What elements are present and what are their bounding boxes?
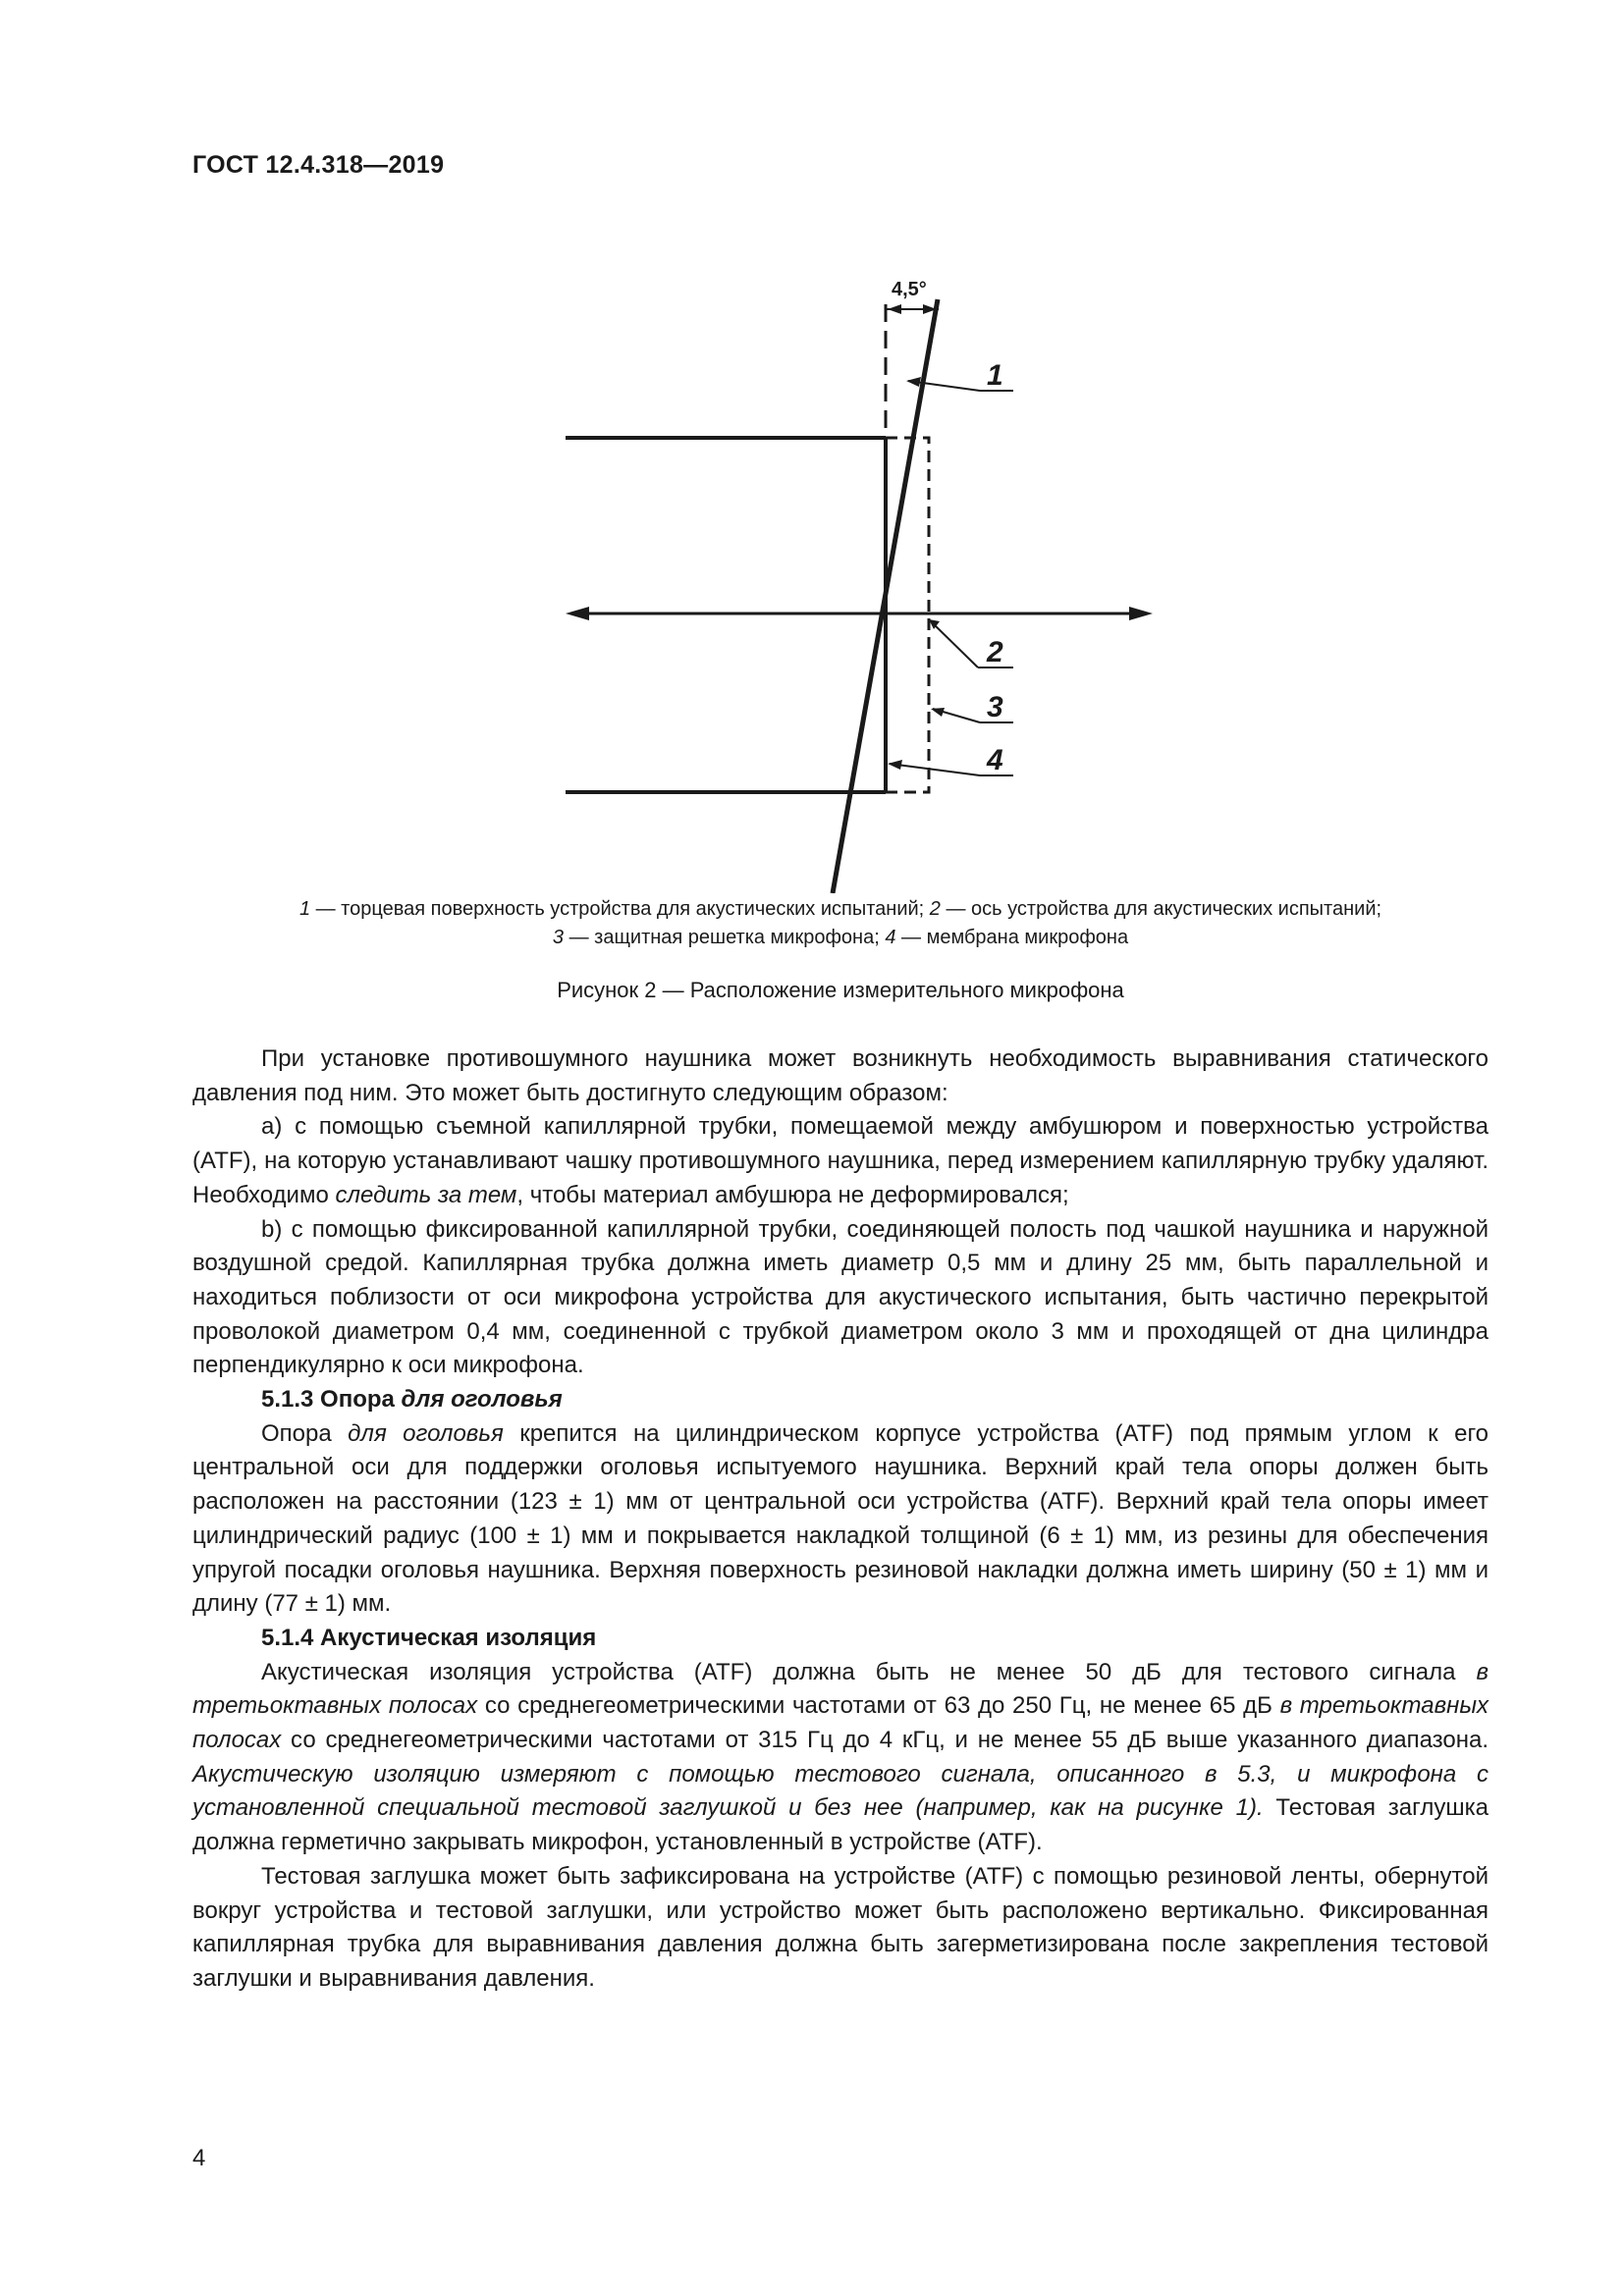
leader-3-arrow bbox=[931, 708, 945, 717]
label-3: 3 bbox=[987, 691, 1003, 723]
isolation-italic-f: Акустическую изоляцию измеряют с помощью тестового сигнала, описанного в 5.3, и микрофона с установленной специальной тестовой заглушкой и без нее (например, как на рисунке 1). bbox=[192, 1760, 1489, 1822]
body-text bbox=[192, 1042, 1489, 1997]
isolation-text-g: Тестовая заглушка должна герметично закрывать микрофон, установленный в устройстве (ATF). bbox=[192, 1794, 1489, 1856]
paragraph-test-plug: Тестовая заглушка может быть зафиксирована на устройстве (ATF) с помощью резиновой ленты, обернутой вокруг устройства и тестовой заглушки, или устройство может быть расположено вертикально. Фиксированная капиллярная трубка для выравнивания давления должна быть загерметизирована после закрепления тестовой заглушки и выравнивания давления. bbox=[192, 1862, 1489, 1992]
support-text-start: Опора bbox=[261, 1419, 349, 1447]
isolation-text-a: Акустическая изоляция устройства (ATF) должна быть не менее 50 дБ для тестового сигнала bbox=[261, 1658, 1477, 1685]
isolation-italic-d: в третьоктавных полосах bbox=[192, 1692, 1489, 1754]
legend-text-1: — торцевая поверхность устройства для акустических испытаний; bbox=[310, 898, 930, 920]
isolation-italic-b: в третьоктавных полосах bbox=[192, 1658, 1489, 1720]
label-1: 1 bbox=[987, 359, 1003, 392]
leader-2 bbox=[931, 621, 978, 667]
legend-text-3: — защитная решетка микрофона; bbox=[564, 927, 886, 948]
figure-caption: Рисунок 2 — Расположение измерительного микрофона bbox=[557, 978, 1124, 1002]
angle-label: 4,5° bbox=[892, 279, 927, 300]
figure-drawing bbox=[530, 265, 1178, 893]
heading-5-1-4: 5.1.4 Акустическая изоляция bbox=[261, 1624, 597, 1651]
figure-legend-line-2 bbox=[192, 924, 1489, 952]
paragraph-option-b: b) с помощью фиксированной капиллярной трубки, соединяющей полость под чашкой наушника и наружной воздушной средой. Капиллярная трубка должна иметь диаметр 0,5 мм и длину 25 мм, быть параллельной и находиться поблизости от оси микрофона устройства для акустического испытания, быть частично перекрытой проволокой диаметром 0,4 мм, соединенной с трубкой диаметром около 3 мм и проходящей от дна цилиндра перпендикулярно к оси микрофона. bbox=[192, 1215, 1489, 1379]
isolation-text-e: со среднегеометрическими частотами от 315 Гц до 4 кГц, и не менее 55 дБ выше указанного диапазона. bbox=[281, 1727, 1489, 1754]
figure-legend-line-1 bbox=[192, 895, 1489, 924]
paragraph-static-pressure: При установке противошумного наушника может возникнуть необходимость выравнивания статического давления под ним. Это может быть достигнуто следующим образом: bbox=[192, 1045, 1489, 1106]
axis-arrow-right bbox=[1129, 607, 1153, 620]
option-a-text-end: , чтобы материал амбушюра не деформировался; bbox=[516, 1181, 1069, 1208]
label-2: 2 bbox=[987, 636, 1003, 668]
document-header: ГОСТ 12.4.318—2019 bbox=[192, 151, 445, 179]
isolation-text-c: со среднегеометрическими частотами от 63 до 250 Гц, не менее 65 дБ bbox=[477, 1692, 1280, 1720]
paragraph-acoustic-isolation bbox=[192, 1656, 1489, 1860]
microphone-position-figure bbox=[530, 265, 1178, 898]
option-a-italic: следить за тем bbox=[335, 1181, 517, 1208]
legend-num-4: 4 bbox=[885, 927, 896, 948]
legend-num-2: 2 bbox=[929, 898, 941, 920]
legend-text-4: — мембрана микрофона bbox=[895, 927, 1129, 948]
legend-text-2: — ось устройства для акустических испытаний; bbox=[940, 898, 1382, 920]
heading-5-1-3-italic: для оголовья bbox=[401, 1386, 563, 1414]
support-text-end: крепится на цилиндрическом корпусе устройства (ATF) под прямым углом к его центральной оси для поддержки оголовья испытуемого наушника. Верхний край тела опоры должен быть расположен на расстоянии (123 ± 1) мм от центральной оси устройства (ATF). Верхний край тела опоры имеет цилиндрический радиус (100 ± 1) мм и покрывается накладкой толщиной (6 ± 1) мм, из резины для обеспечения упругой посадки оголовья наушника. Верхняя поверхность резиновой накладки должна иметь ширину (50 ± 1) мм и длину (77 ± 1) мм. bbox=[192, 1419, 1489, 1618]
page-number: 4 bbox=[192, 2145, 206, 2171]
paragraph-option-a bbox=[192, 1110, 1489, 1212]
angle-arrow-left bbox=[888, 304, 901, 314]
option-a-text: a) с помощью съемной капиллярной трубки, помещаемой между амбушюром и поверхностью устройства (ATF), на которую устанавливают чашку противошумного наушника, перед измерением капиллярную трубку удаляют. Необходимо bbox=[192, 1113, 1489, 1208]
label-4: 4 bbox=[987, 744, 1003, 776]
leader-4-arrow bbox=[888, 760, 902, 770]
leader-1-arrow bbox=[906, 377, 921, 387]
heading-5-1-3-text: 5.1.3 Опора bbox=[261, 1386, 402, 1414]
paragraph-headband-support bbox=[192, 1417, 1489, 1622]
heading-5-1-3 bbox=[192, 1383, 1489, 1417]
legend-num-3: 3 bbox=[552, 927, 565, 948]
leader-4 bbox=[890, 764, 980, 775]
legend-num-1: 1 bbox=[298, 898, 311, 920]
support-italic: для оголовья bbox=[348, 1419, 504, 1447]
axis-arrow-left bbox=[566, 607, 589, 620]
